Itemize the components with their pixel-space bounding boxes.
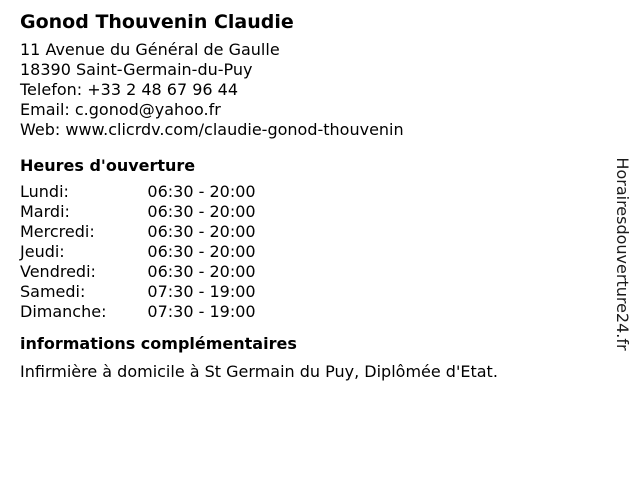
hours-row <box>20 222 265 242</box>
time-range: 07:30 - 19:00 <box>147 302 256 321</box>
email-line: Email: c.gonod@yahoo.fr <box>20 100 221 119</box>
additional-info-text: Infirmière à domicile à St Germain du Puy, Diplômée d'Etat. <box>20 362 498 381</box>
hours-row <box>20 242 265 262</box>
site-watermark: Horairesdouverture24.fr <box>613 157 632 351</box>
time-range: 06:30 - 20:00 <box>147 182 256 201</box>
day-label: Jeudi: <box>20 242 65 261</box>
day-label: Samedi: <box>20 282 86 301</box>
hours-row <box>20 202 265 222</box>
time-range: 07:30 - 19:00 <box>147 282 256 301</box>
hours-row <box>20 182 265 202</box>
time-range: 06:30 - 20:00 <box>147 202 256 221</box>
time-range: 06:30 - 20:00 <box>147 242 256 261</box>
time-range: 06:30 - 20:00 <box>147 262 256 281</box>
address-street: 11 Avenue du Général de Gaulle <box>20 40 280 59</box>
additional-info-heading: informations complémentaires <box>20 334 297 353</box>
time-range: 06:30 - 20:00 <box>147 222 256 241</box>
day-label: Mercredi: <box>20 222 95 241</box>
hours-row <box>20 262 265 282</box>
day-label: Dimanche: <box>20 302 107 321</box>
opening-hours-table <box>20 182 265 322</box>
business-name: Gonod Thouvenin Claudie <box>20 11 294 33</box>
hours-row <box>20 282 265 302</box>
web-line: Web: www.clicrdv.com/claudie-gonod-thouvenin <box>20 120 404 139</box>
opening-hours-heading: Heures d'ouverture <box>20 156 196 175</box>
day-label: Vendredi: <box>20 262 96 281</box>
address-city: 18390 Saint-Germain-du-Puy <box>20 60 253 79</box>
business-card <box>20 9 600 383</box>
day-label: Lundi: <box>20 182 69 201</box>
phone-line: Telefon: +33 2 48 67 96 44 <box>20 80 239 99</box>
day-label: Mardi: <box>20 202 70 221</box>
hours-row <box>20 302 265 322</box>
